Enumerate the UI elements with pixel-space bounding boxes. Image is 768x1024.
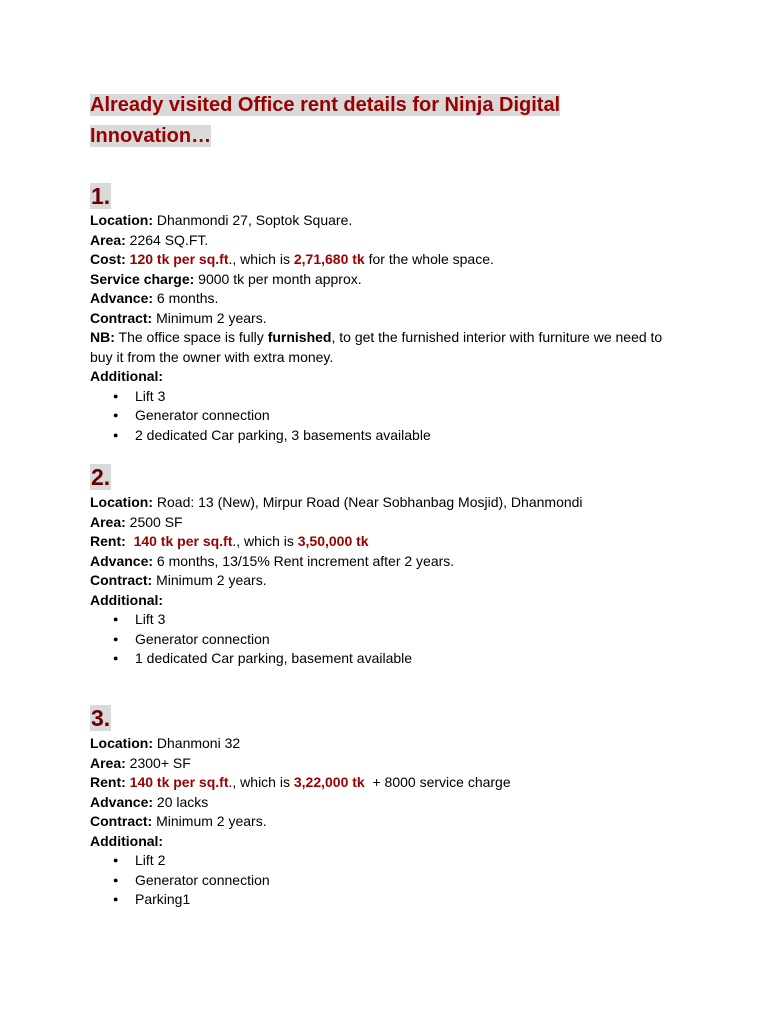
- additional-label: Additional:: [90, 832, 164, 849]
- location-row: [90, 493, 690, 513]
- advance-label: Advance:: [90, 290, 154, 306]
- location-value: Dhanmoni 32: [153, 735, 241, 751]
- area-label: Area:: [90, 231, 126, 248]
- cost-total: 2,71,680 tk: [293, 251, 365, 267]
- cost-label: Cost:: [90, 251, 126, 267]
- rent-row: [90, 532, 690, 552]
- additional-list: [90, 851, 690, 910]
- advance-row: [90, 552, 690, 572]
- contract-value: Minimum 2 years.: [152, 309, 267, 326]
- area-row: [90, 754, 690, 774]
- advance-row: [90, 289, 690, 309]
- location-label: Location:: [90, 735, 153, 751]
- list-item: ● Generator connection: [90, 871, 690, 891]
- contract-label: Contract:: [90, 813, 153, 829]
- advance-row: [90, 793, 690, 813]
- service-row: [90, 270, 690, 290]
- area-label: Area:: [90, 513, 126, 530]
- area-value: 2500 SF: [125, 513, 183, 530]
- additional-label: Additional:: [90, 591, 164, 608]
- list-item: ● 2 dedicated Car parking, 3 basements available: [90, 426, 690, 446]
- section-3-details: [90, 734, 690, 910]
- location-value: Road: 13 (New), Mirpur Road (Near Sobhanbag Mosjid), Dhanmondi: [153, 494, 583, 510]
- rent-mid: ., which is: [232, 533, 298, 549]
- area-value: 2300+ SF: [125, 754, 191, 771]
- rent-rate: 140 tk per sq.ft: [133, 533, 233, 549]
- advance-value: 20 lacks: [153, 793, 209, 810]
- area-row: [90, 231, 690, 251]
- location-label: Location:: [90, 494, 153, 510]
- section-2-details: [90, 493, 690, 669]
- section-1-details: [90, 211, 690, 445]
- list-item: ● 1 dedicated Car parking, basement available: [90, 649, 690, 669]
- additional-label-row: [90, 832, 690, 852]
- section-2-number: 2.: [91, 464, 111, 490]
- contract-row: [90, 571, 690, 591]
- contract-label: Contract:: [90, 572, 153, 588]
- advance-label: Advance:: [90, 793, 154, 810]
- advance-label: Advance:: [90, 552, 154, 569]
- rent-row: [90, 773, 690, 793]
- contract-row: [90, 812, 690, 832]
- cost-mid: ., which is: [228, 251, 294, 267]
- list-item: ● Generator connection: [90, 406, 690, 426]
- service-value: 9000 tk per month approx.: [194, 270, 362, 287]
- rent-mid: ., which is: [228, 774, 294, 790]
- location-label: Location:: [90, 212, 153, 228]
- list-item: ● Lift 3: [90, 387, 690, 407]
- list-item: ● Generator connection: [90, 630, 690, 650]
- cost-rate: 120 tk per sq.ft: [129, 251, 229, 267]
- rent-total: 3,22,000 tk: [293, 774, 365, 790]
- page-title: [90, 90, 650, 152]
- rent-rate: 140 tk per sq.ft: [129, 774, 229, 790]
- additional-list: [90, 610, 690, 669]
- contract-value: Minimum 2 years.: [152, 572, 267, 588]
- rent-total: 3,50,000 tk: [297, 533, 369, 549]
- section-3-number: 3.: [91, 705, 111, 731]
- advance-value: 6 months.: [153, 290, 219, 306]
- additional-list: [90, 387, 690, 446]
- location-value: Dhanmondi 27, Soptok Square.: [153, 212, 353, 228]
- location-row: [90, 734, 690, 754]
- list-item: ● Parking1: [90, 890, 690, 910]
- title-line-1: Already visited Office rent details for Ninja Digital: [90, 94, 561, 116]
- cost-tail: for the whole space.: [364, 251, 494, 267]
- nb-label: NB:: [90, 329, 115, 345]
- contract-row: [90, 309, 690, 329]
- rent-tail: + 8000 service charge: [364, 774, 511, 790]
- additional-label: Additional:: [90, 368, 164, 384]
- area-row: [90, 513, 690, 533]
- cost-row: [90, 250, 690, 270]
- list-item: ● Lift 3: [90, 610, 690, 630]
- nb-pre: The office space is fully: [114, 329, 268, 345]
- area-label: Area:: [90, 754, 126, 771]
- advance-value: 6 months, 13/15% Rent increment after 2 years.: [153, 552, 455, 569]
- rent-label: Rent:: [90, 774, 126, 790]
- location-row: [90, 211, 690, 231]
- section-1-number: 1.: [91, 183, 111, 209]
- area-value: 2264 SQ.FT.: [125, 231, 209, 248]
- nb-bold: furnished: [267, 329, 332, 345]
- additional-label-row: [90, 591, 690, 611]
- additional-label-row: [90, 367, 690, 387]
- title-line-2: Innovation…: [90, 125, 212, 147]
- list-item: ● Lift 2: [90, 851, 690, 871]
- contract-label: Contract:: [90, 309, 153, 326]
- contract-value: Minimum 2 years.: [152, 813, 267, 829]
- nb-post: , to get the furnished interior with furniture we need to buy it from the owner with extra money.: [90, 329, 663, 365]
- nb-row: [90, 328, 670, 367]
- service-label: Service charge:: [90, 270, 195, 287]
- rent-label: Rent:: [90, 533, 126, 549]
